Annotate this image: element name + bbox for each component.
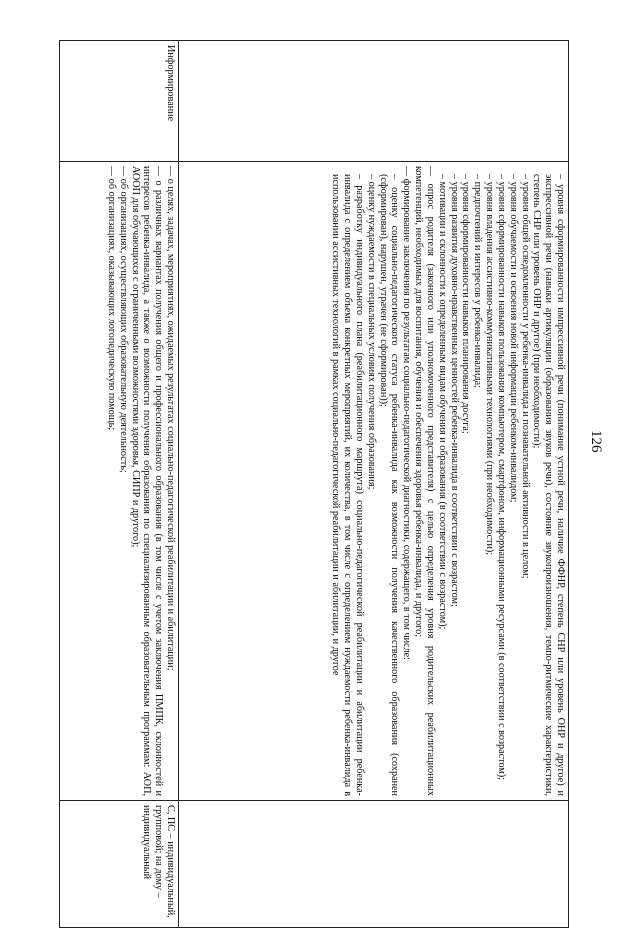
list-item: – уровня сформированности навыков планирования досуга; <box>460 174 472 434</box>
table-row <box>60 41 179 928</box>
list-item: — опрос родителя (законного или уполномоченного представителя) с целью определения уровня родительских реабилитационных компетенций, необходимых для воспитания, обучения и обеспечения здоровья ребенка-инвалида, и другого; <box>413 166 436 796</box>
row2-note-cell: С, ПС – индивидуальный, групповой; на дому – индивидуальный <box>60 801 179 928</box>
list-item: — об организациях, осуществляющих образовательную деятельность; <box>117 166 129 473</box>
list-item: – уровня обучаемости и освоения новой информации ребенком-инвалидом; <box>507 174 519 503</box>
list-item: – разработку индивидуального плана (реабилитационного маршрута) социально-педагогической реабилитации и абилитации ребенка-инвалида с определением объема конкретных мероприятий, их количества, в том числе с определением нуждаемости ребенка-инвалида в использовании ассистивных технологий в рамках социально-педагогической реабилитации и абилитации, и другое <box>330 174 365 796</box>
rehabilitation-table <box>59 40 569 928</box>
row1-note-cell <box>179 801 569 928</box>
list-item: – оценку нуждаемости в специальных условиях получения образования; <box>365 174 377 490</box>
table-row <box>179 41 569 928</box>
list-item: – оценку социально-педагогического статуса ребенка-инвалида как возможности получения качественного образования (сохранен (сформирован), нарушен, утрачен (не сформирован)); <box>377 174 401 796</box>
list-item: — о целях, задачах, мероприятиях, ожидаемых результатах социально-педагогической реабилитации и абилитации; <box>165 166 176 671</box>
list-item: – уровня сформированности импрессивной речи (понимание устной речи, наличие ФФНР, степень СНР или уровень ОНР и другое) и экспрессивной речи (навыки артикуляции (образования звуков речи), состояние звукопроизношения, темпо-ритмические характеристики, степень СНР или уровень ОНР и другое) (при необходимости); <box>531 174 566 796</box>
row1-content-cell <box>179 162 569 801</box>
list-item: — формирование заключения по результатам социально-педагогической диагностики, содержащего, в том числе: <box>401 166 413 661</box>
row2-label-cell: Информирование <box>60 41 179 162</box>
row1-label-cell <box>179 41 569 162</box>
list-item: – уровня развития духовно-нравственных ценностей ребенка-инвалида в соответствии с возрастом; <box>448 174 460 607</box>
list-item: – уровня сформированности навыков пользования компьютером, смартфоном, информационными ресурсами (в соответствии с возрастом); <box>495 174 507 781</box>
page-number: 126 <box>588 430 604 453</box>
list-item: — об организациях, оказывающих логопедическую помощь; <box>105 166 117 431</box>
list-item: – предпочтений и интересов у ребенка-инвалида; <box>472 174 484 389</box>
list-item: – уровня владения ассистивно-коммуникативными технологиями (при необходимости); <box>484 174 496 556</box>
rotated-table-container <box>59 40 569 918</box>
row2-content-cell <box>60 162 179 801</box>
list-item: – мотивации и склонности к определенным видам обучения и образования (в соответствии с возрастом); <box>436 174 448 630</box>
list-item: — о различных вариантах получения общего и профессионального образования (в том числе с учетом заключения ПМПК, склонностей и интересов ребенка-инвалида, а также о возможности получения образования по специализированным образовательным программам: АОП, АООП для обучающихся с ограниченными возможностями здоровья, СИПР и другого); <box>129 166 165 796</box>
list-item: – уровня общей осведомленности у ребенка-инвалида и познавательной активности в целом; <box>519 174 531 579</box>
